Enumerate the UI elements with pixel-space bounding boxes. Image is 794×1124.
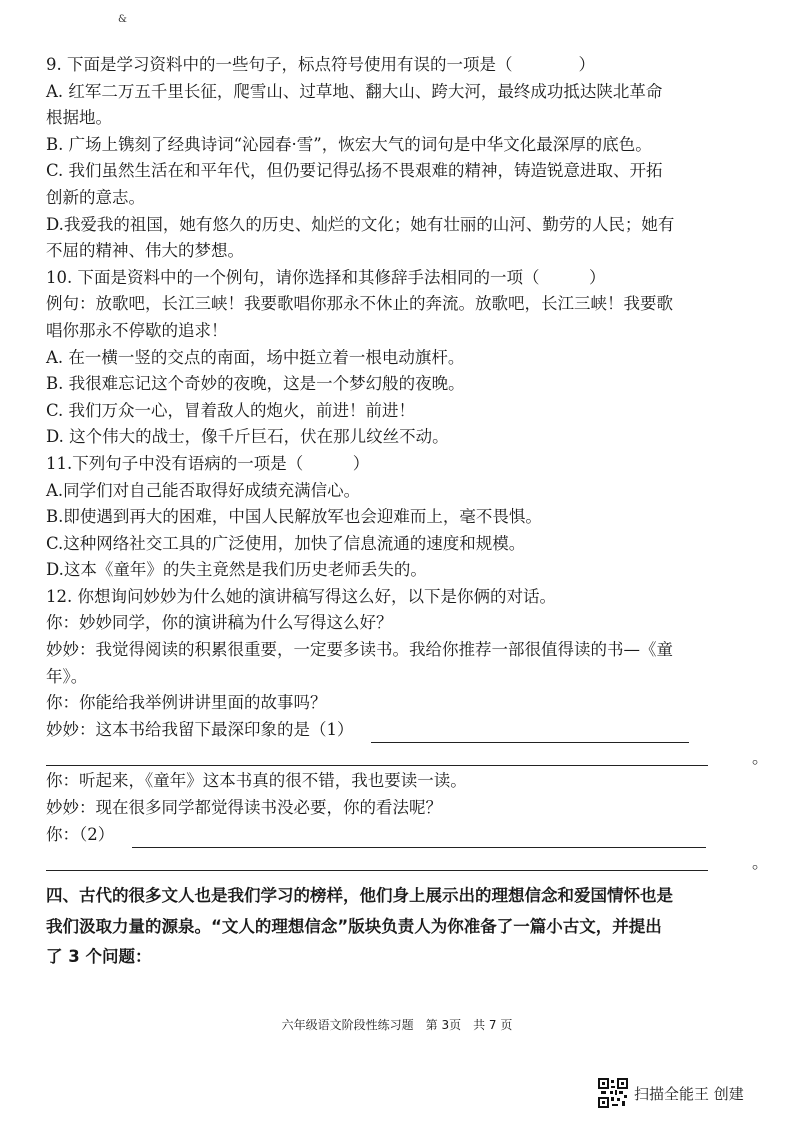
- scanner-watermark: [598, 1078, 744, 1108]
- q10-option-c: C. 我们万众一心，冒着敌人的炮火，前进！前进！: [46, 400, 416, 420]
- q9-option-d-cont: 不屈的精神、伟大的梦想。: [46, 241, 244, 261]
- q10-option-b: B. 我很难忘记这个奇妙的夜晚，这是一个梦幻般的夜晚。: [46, 374, 465, 394]
- q9-option-c: C. 我们虽然生活在和平年代，但仍要记得弘扬不畏艰难的精神，铸造锐意进取、开拓: [46, 161, 663, 181]
- q9-option-a: A. 红军二万五千里长征，爬雪山、过草地、翻大山、跨大河，最终成功抵达陕北革命: [46, 81, 663, 101]
- section4-intro-3: 了 3 个问题：: [46, 947, 152, 967]
- answer-blank-1[interactable]: [371, 722, 689, 743]
- q12-dialog-6: 妙妙：现在很多同学都觉得读书没必要，你的看法呢？: [46, 798, 442, 818]
- q9-option-c-cont: 创新的意志。: [46, 187, 145, 207]
- q12-dialog-3: 你：你能给我举例讲讲里面的故事吗？: [46, 693, 327, 713]
- q12-dialog-2: 妙妙：我觉得阅读的积累很重要，一定要多读书。我给你推荐一部很值得读的书—《童: [46, 640, 673, 660]
- q12-dialog-2-cont: 年》。: [46, 666, 88, 686]
- qr-code-icon: [598, 1078, 628, 1108]
- stray-mark: &: [118, 14, 127, 25]
- q11-option-d: D.这本《童年》的失主竟然是我们历史老师丢失的。: [46, 560, 427, 580]
- section4-intro-2: 我们汲取力量的源泉。“文人的理想信念”版块负责人为你准备了一篇小古文，并提出: [46, 916, 662, 936]
- scanner-label: 扫描全能王 创建: [634, 1084, 744, 1103]
- q10-option-a: A. 在一横一竖的交点的南面，场中挺立着一根电动旗杆。: [46, 347, 465, 367]
- blank-2-period: 。: [752, 853, 769, 873]
- answer-blank-2[interactable]: [132, 827, 706, 848]
- q10-stem: 10. 下面是资料中的一个例句，请你选择和其修辞手法相同的一项（ ）: [46, 267, 606, 287]
- answer-blank-1-cont[interactable]: [46, 743, 708, 766]
- q12-stem: 12. 你想询问妙妙为什么她的演讲稿写得这么好，以下是你俩的对话。: [46, 586, 556, 606]
- section4-intro-1: 四、古代的很多文人也是我们学习的榜样，他们身上展示出的理想信念和爱国情怀也是: [46, 886, 673, 906]
- q10-example: 例句：放歌吧，长江三峡！我要歌唱你那永不休止的奔流。放歌吧，长江三峡！我要歌: [46, 294, 673, 314]
- q9-option-a-cont: 根据地。: [46, 108, 112, 128]
- q11-option-a: A.同学们对自己能否取得好成绩充满信心。: [46, 480, 361, 500]
- answer-blank-2-cont[interactable]: [46, 848, 708, 871]
- q12-dialog-7: [46, 822, 736, 849]
- q10-option-d: D. 这个伟大的战士，像千斤巨石，伏在那儿纹丝不动。: [46, 427, 449, 447]
- q9-option-b: B. 广场上镌刻了经典诗词“沁园春·雪”，恢宏大气的词句是中华文化最深厚的底色。: [46, 134, 652, 154]
- q9-stem: 9. 下面是学习资料中的一些句子，标点符号使用有误的一项是（ ）: [46, 55, 595, 74]
- blank-1-period: 。: [752, 748, 769, 768]
- page-footer: 六年级语文阶段性练习题 第 3页 共 7 页: [281, 1018, 513, 1032]
- q11-option-c: C.这种网络社交工具的广泛使用，加快了信息流通的速度和规模。: [46, 533, 526, 553]
- q10-example-cont: 唱你那永不停歇的追求！: [46, 320, 228, 340]
- q12-dialog-7-text: 你：（2）: [46, 824, 115, 844]
- q9-option-d: D.我爱我的祖国，她有悠久的历史、灿烂的文化；她有壮丽的山河、勤劳的人民；她有: [46, 214, 675, 234]
- q12-dialog-4-text: 妙妙：这本书给我留下最深印象的是（1）: [46, 719, 354, 739]
- q12-dialog-4: [46, 717, 736, 744]
- q12-dialog-5: 你：听起来，《童年》这本书真的很不错，我也要读一读。: [46, 771, 467, 791]
- q12-dialog-1: 你：妙妙同学，你的演讲稿为什么写得这么好？: [46, 613, 393, 633]
- q11-option-b: B.即使遇到再大的困难，中国人民解放军也会迎难而上，毫不畏惧。: [46, 507, 542, 527]
- q11-stem: 11.下列句子中没有语病的一项是（ ）: [46, 453, 370, 473]
- page-content: [46, 52, 769, 971]
